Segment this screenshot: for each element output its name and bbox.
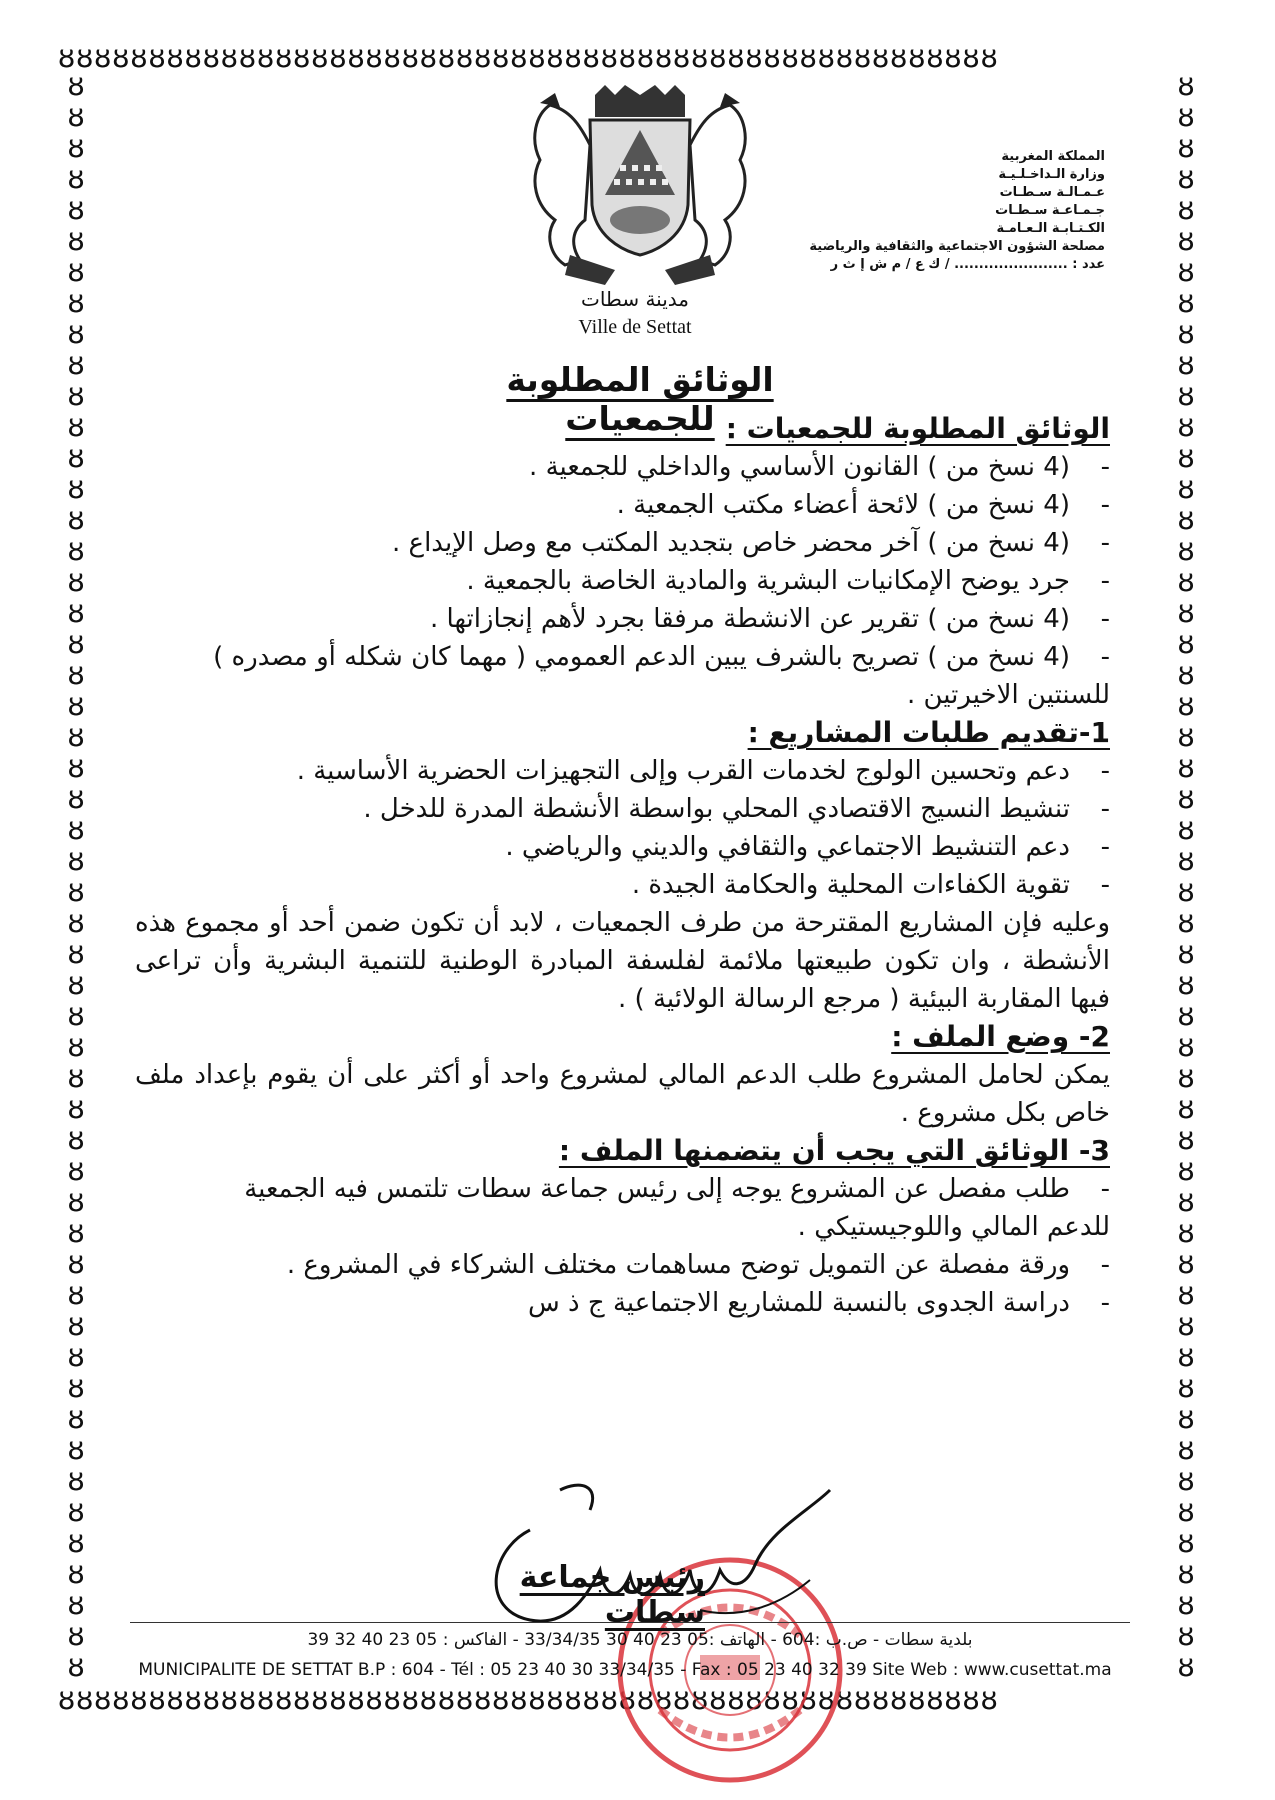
section0-heading: الوثائق المطلوبة للجمعيات :	[725, 412, 1110, 445]
ministry-line: وزارة الـداخـلـيـة	[998, 167, 1105, 182]
list-item: - تقوية الكفاءات المحلية والحكامة الجيدة .	[135, 866, 1110, 904]
list-item: - طلب مفصل عن المشروع يوجه إلى رئيس جماعة سطات تلتمس فيه الجمعية	[135, 1170, 1110, 1208]
province-line: عـمـالـة سـطـات	[999, 185, 1105, 200]
list-item: - دعم وتحسين الولوج لخدمات القرب وإلى التجهيزات الحضرية الأساسية .	[135, 752, 1110, 790]
list-item: - (4 نسخ من ) لائحة أعضاء مكتب الجمعية .	[135, 486, 1110, 524]
section2-paragraph: يمكن لحامل المشروع طلب الدعم المالي لمشروع واحد أو أكثر على أن يقوم بإعداد ملف خاص بكل مشروع .	[135, 1060, 1110, 1128]
footer-french-contact: MUNICIPALITE DE SETTAT B.P : 604 - Tél : 05 23 40 30 33/34/35 - Fax : 05 23 40 32 39 Site Web : www.cusettat.ma	[138, 1660, 1112, 1680]
document-title: الوثائق المطلوبة للجمعيات	[506, 360, 774, 438]
coat-of-arms-icon	[510, 85, 770, 285]
decorative-border-right: ȣ ȣ ȣ ȣ ȣ ȣ ȣ ȣ ȣ ȣ ȣ ȣ ȣ ȣ ȣ ȣ ȣ ȣ ȣ ȣ ȣ ȣ ȣ ȣ ȣ ȣ ȣ ȣ ȣ ȣ ȣ ȣ ȣ ȣ ȣ ȣ ȣ ȣ ȣ ȣ ȣ ȣ ȣ ȣ ȣ ȣ ȣ ȣ ȣ ȣ ȣ ȣ	[1177, 70, 1195, 1683]
section2-heading: 2- وضع الملف :	[891, 1020, 1110, 1053]
list-item: - دعم التنشيط الاجتماعي والثقافي والديني والرياضي .	[135, 828, 1110, 866]
decorative-border-left: ȣ ȣ ȣ ȣ ȣ ȣ ȣ ȣ ȣ ȣ ȣ ȣ ȣ ȣ ȣ ȣ ȣ ȣ ȣ ȣ ȣ ȣ ȣ ȣ ȣ ȣ ȣ ȣ ȣ ȣ ȣ ȣ ȣ ȣ ȣ ȣ ȣ ȣ ȣ ȣ ȣ ȣ ȣ ȣ ȣ ȣ ȣ ȣ ȣ ȣ ȣ ȣ	[67, 70, 85, 1683]
list-item: - (4 نسخ من ) آخر محضر خاص بتجديد المكتب مع وصل الإيداع .	[135, 524, 1110, 562]
city-name-french: Ville de Settat	[578, 316, 692, 338]
footer-arabic-contact: بلدية سطات - ص.ب :604 - الهاتف :05 23 40 30 33/34/35 - الفاكس : 05 23 40 32 39	[307, 1630, 973, 1650]
list-item: - (4 نسخ من ) تقرير عن الانشطة مرفقا بجرد لأهم إنجازاتها .	[135, 600, 1110, 638]
list-item-continuation: للسنتين الاخيرتين .	[906, 680, 1110, 710]
list-item: - ورقة مفصلة عن التمويل توضح مساهمات مختلف الشركاء في المشروع .	[135, 1246, 1110, 1284]
list-item: - (4 نسخ من ) القانون الأساسي والداخلي للجمعية .	[135, 448, 1110, 486]
signatory-title: رئيس جماعة سطات	[519, 1560, 705, 1630]
section1-paragraph: وعليه فإن المشاريع المقترحة من طرف الجمعيات ، لابد أن تكون ضمن أحد أو مجموع هذه الأنشطة ، وان تكون طبيعتها ملائمة لفلسفة المبادرة الوطنية للتنمية البشرية وأن تراعى فيها المقاربة البيئية ( مرجع الرسالة الولائية ) .	[135, 908, 1110, 1014]
section3-heading: 3- الوثائق التي يجب أن يتضمنها الملف :	[558, 1134, 1110, 1167]
decorative-border-top: ȣȣȣȣȣȣȣȣȣȣȣȣȣȣȣȣȣȣȣȣȣȣȣȣȣȣȣȣȣȣȣȣȣȣȣȣȣȣȣȣȣȣȣȣȣȣȣȣȣȣȣȣ	[58, 41, 999, 74]
list-item: - دراسة الجدوى بالنسبة للمشاريع الاجتماعية ج ذ س	[135, 1284, 1110, 1322]
commune-line: جـمـاعـة سـطـات	[995, 203, 1105, 218]
service-line: مصلحة الشؤون الاجتماعية والثقافية والرياضية	[809, 239, 1105, 254]
document-body	[135, 410, 1110, 1322]
list-item: - جرد يوضح الإمكانيات البشرية والمادية الخاصة بالجمعية .	[135, 562, 1110, 600]
decorative-border-bottom: ȣȣȣȣȣȣȣȣȣȣȣȣȣȣȣȣȣȣȣȣȣȣȣȣȣȣȣȣȣȣȣȣȣȣȣȣȣȣȣȣȣȣȣȣȣȣȣȣȣȣȣȣ	[58, 1683, 999, 1716]
handwritten-signature-icon	[470, 1470, 850, 1630]
list-item-continuation: للدعم المالي واللوجيستيكي .	[797, 1212, 1110, 1242]
reference-number-line: عدد : ....................... / ك ع / م ش إ ث ر	[830, 257, 1105, 272]
section1-heading: 1-تقديم طلبات المشاريع :	[747, 716, 1110, 749]
footer-divider	[130, 1622, 1130, 1623]
ministry-header	[775, 148, 1105, 274]
secretariat-line: الكـتـابـة الـعـامـة	[996, 221, 1105, 236]
city-name-arabic: مدينة سطات	[581, 287, 689, 311]
kingdom-line: المملكة المغربية	[1001, 149, 1105, 164]
list-item: - (4 نسخ من ) تصريح بالشرف يبين الدعم العمومي ( مهما كان شكله أو مصدره )	[135, 638, 1110, 676]
list-item: - تنشيط النسيج الاقتصادي المحلي بواسطة الأنشطة المدرة للدخل .	[135, 790, 1110, 828]
